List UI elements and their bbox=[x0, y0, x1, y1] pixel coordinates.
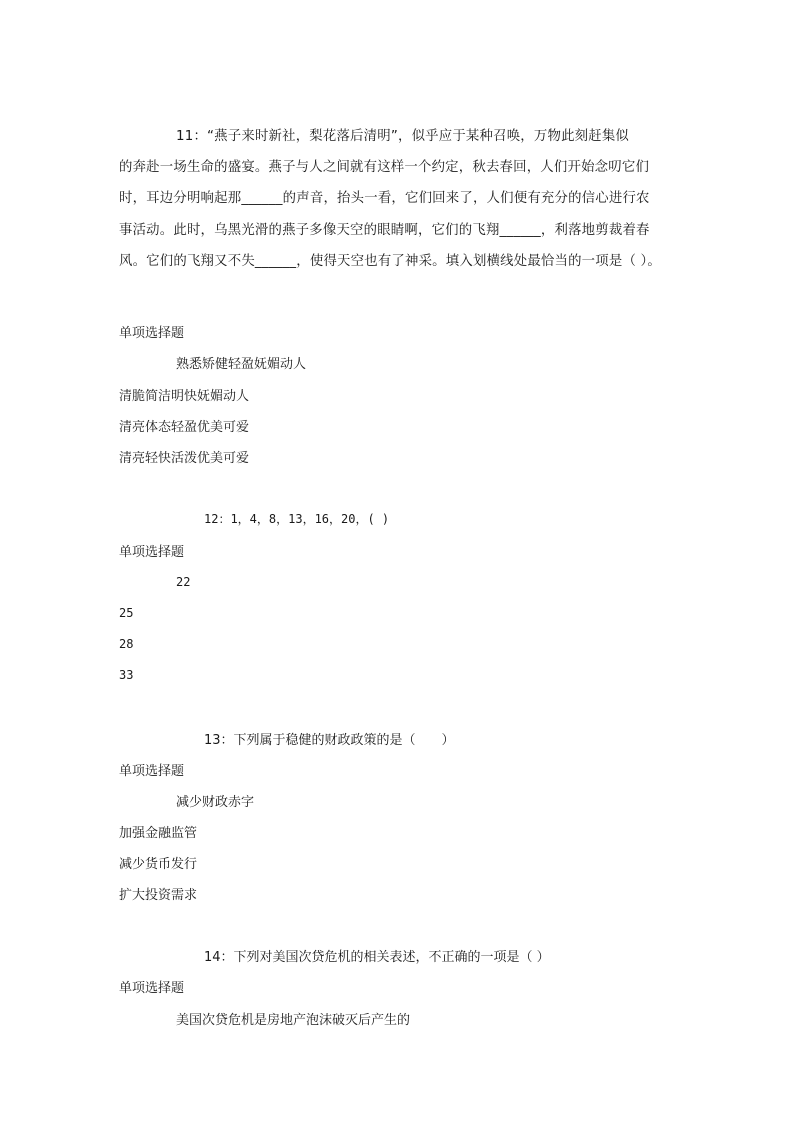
q12-option-a[interactable]: 22 bbox=[176, 575, 191, 589]
q13-question-type: 单项选择题 bbox=[119, 764, 185, 779]
q11-line-2: 的奔赴一场生命的盛宴。燕子与人之间就有这样一个约定，秋去春回，人们开始念叨它们 bbox=[119, 160, 650, 176]
q11-option-c[interactable]: 清亮体态轻盈优美可爱 bbox=[119, 420, 250, 435]
q14-option-a[interactable]: 美国次贷危机是房地产泡沫破灭后产生的 bbox=[176, 1013, 411, 1028]
q11-option-a[interactable]: 熟悉矫健轻盈妩媚动人 bbox=[176, 357, 307, 372]
q11-line-3: 时，耳边分明响起那______的声音，抬头一看，它们回来了，人们便有充分的信心进行农 bbox=[119, 191, 650, 207]
q12-option-c[interactable]: 28 bbox=[119, 637, 134, 651]
q12-option-d[interactable]: 33 bbox=[119, 668, 134, 682]
q13-option-b[interactable]: 加强金融监管 bbox=[119, 826, 198, 841]
q11-line-5: 风。它们的飞翔又不失______，使得天空也有了神采。填入划横线处最恰当的一项是（ ）。 bbox=[119, 253, 661, 269]
question-11-stem bbox=[119, 121, 679, 277]
q13-option-a[interactable]: 减少财政赤字 bbox=[176, 795, 255, 810]
q14-question-type: 单项选择题 bbox=[119, 981, 185, 996]
question-13-stem: 13：下列属于稳健的财政政策的是（ ） bbox=[204, 733, 455, 748]
q11-option-d[interactable]: 清亮轻快活泼优美可爱 bbox=[119, 451, 250, 466]
question-14-stem: 14：下列对美国次贷危机的相关表述，不正确的一项是（ ） bbox=[204, 950, 550, 965]
question-12-stem: 12：1，4，8，13，16，20，( ) bbox=[204, 512, 390, 526]
q11-line-4: 事活动。此时，乌黑光滑的燕子多像天空的眼睛啊，它们的飞翔______，利落地剪裁着春 bbox=[119, 222, 650, 238]
q11-question-type: 单项选择题 bbox=[119, 326, 185, 341]
q11-line-1: 11：“燕子来时新社，梨花落后清明”，似乎应于某种召唤，万物此刻赶集似 bbox=[176, 129, 630, 144]
q12-option-b[interactable]: 25 bbox=[119, 606, 134, 620]
q12-question-type: 单项选择题 bbox=[119, 545, 185, 560]
q11-option-b[interactable]: 清脆简洁明快妩媚动人 bbox=[119, 389, 250, 404]
q13-option-c[interactable]: 减少货币发行 bbox=[119, 857, 198, 872]
q13-option-d[interactable]: 扩大投资需求 bbox=[119, 888, 198, 903]
